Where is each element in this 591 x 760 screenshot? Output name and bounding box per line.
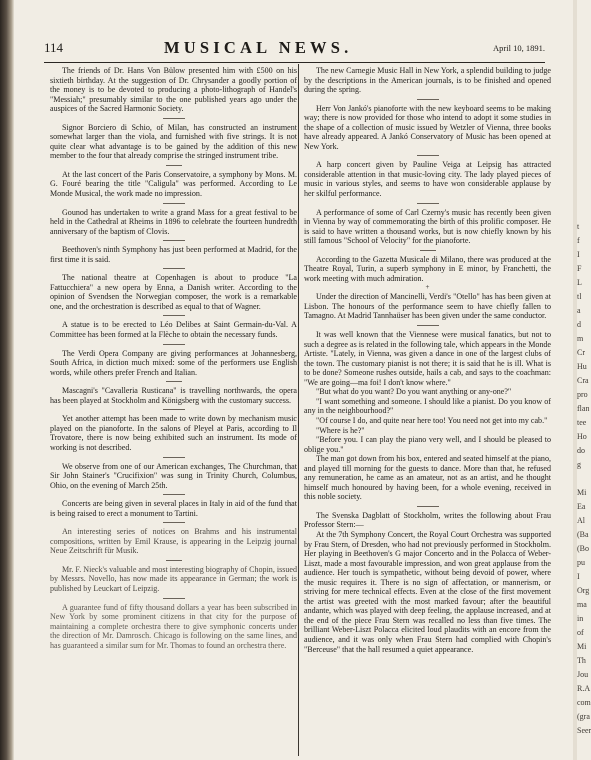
item-separator xyxy=(163,203,185,204)
margin-fragment: Seer xyxy=(577,726,591,735)
margin-fragment: tl xyxy=(577,292,582,301)
item-separator xyxy=(166,560,182,561)
margin-fragment: Jou xyxy=(577,670,589,679)
item-separator xyxy=(417,99,439,100)
dialogue-line: "Where is he?" xyxy=(316,425,365,435)
news-item-harp-concert: A harp concert given by Pauline Veiga at Leipsig has attracted considerable attention in that music-loving city. The lady played pieces of music in various styles, and seems to have won considerable applause by her skilful performance. xyxy=(304,160,551,199)
item-separator xyxy=(420,250,436,251)
margin-fragment: R.A xyxy=(577,684,591,693)
news-item-svenska-dagblatt: The Svenska Dagblatt of Stockholm, writes the following about Frau Professor Stern:— xyxy=(304,510,551,530)
news-item-tartini: Concerts are being given in several places in Italy in aid of the fund that is being raised to erect a monument to Tartini. xyxy=(50,499,297,518)
right-column xyxy=(304,66,551,754)
margin-fragment: ma xyxy=(577,600,587,609)
item-separator xyxy=(163,268,185,269)
margin-fragment: do xyxy=(577,446,585,455)
news-item-guarantee-fund: A guarantee fund of fifty thousand dollars a year has been subscribed in New York by some prominent citizens in that city for the purpose of maintaining a complete orchestra there to give symphonic concerts under the direction of Mr. Damrosch. Chicago is following on the same lines, and has guaranteed a similar sum for Mr. Thomas to found an orchestra there. xyxy=(50,602,297,650)
margin-fragment: Org xyxy=(577,586,590,595)
issue-date: April 10, 1891. xyxy=(493,43,545,53)
item-separator xyxy=(163,409,185,410)
margin-fragment: a xyxy=(577,306,581,315)
item-separator xyxy=(163,494,185,495)
margin-fragment: Ho xyxy=(577,432,587,441)
margin-fragment: F xyxy=(577,264,582,273)
news-item-otello-lisbon: Under the direction of Mancinelli, Verdi's "Otello" has has been given at Lisbon. The honours of the performance seem to have chiefly fallen to Tamagno. At Madrid Tannhaüser has been given under the same conductor. xyxy=(304,292,551,321)
margin-fragment: flan xyxy=(577,404,590,413)
news-item-czerny: A performance of some of Carl Czerny's music has recently been given in Vienna by way of commemorating the birth of this prolific composer. He is said to have written a thousand works, but is now chiefly known by his still famous "School of Velocity" for the pianoforte. xyxy=(304,207,551,246)
column-divider xyxy=(298,64,299,756)
margin-fragment: of xyxy=(577,628,584,637)
news-item-frau-stern-review: At the 7th Symphony Concert, the Royal Court Orchestra was supported by Frau Stern, of Dresden, who had not previously performed in Stockholm. Her playing in Beethoven's G major Concerto and in the Polacca of Weber-Liszt, made a most favourable impression, and won great applause from the audience. Her touch is sympathetic, without being devoid of power, where the music requires it. There is no sign of affectation, or mannerism, or striving for mere technical effects. Even at the close of the first movement the artist was greeted with the most marked favour; after the beautiful andante, which was played with deep feeling, the applause increased, and at the end of the piece Frau Stern was recalled no less than five times. The brilliant Weber-Liszt Polacca elicited loud plaudits with an encore from the audience, and it was only when Frau Stern had complied with Chopin's "Berceuse" that the hall resumed a quiet appearance. xyxy=(304,529,551,654)
item-separator xyxy=(417,203,439,204)
margin-fragment: (gra xyxy=(577,712,590,721)
news-item-cavalleria: Mascagni's "Cavalleria Rusticana" is travelling northwards, the opera has been played at Stockholm and Königsberg with the customary success. xyxy=(50,386,297,405)
news-item-carnegie-hall: The new Carnegie Music Hall in New York, a splendid building to judge by the descriptions in the American journals, is to be finished and opened during the spring. xyxy=(304,66,551,95)
margin-fragment: (Bo xyxy=(577,544,589,553)
margin-fragment: Al xyxy=(577,516,585,525)
margin-fragment: pro xyxy=(577,390,588,399)
margin-fragment: Ea xyxy=(577,502,586,511)
news-item-beethoven-madrid: Beethoven's ninth Symphony has just been performed at Madrid, for the first time it is said. xyxy=(50,245,297,264)
margin-fragment: m xyxy=(577,334,584,343)
item-separator xyxy=(163,315,185,316)
news-item-gounod-mass: Gounod has undertaken to write a grand Mass for a great festival to be held in the Cathedral at Rheims in 1896 to celebrate the fourteen hundredth anniversary of the baptism of Clovis. xyxy=(50,207,297,236)
margin-fragment: Cr xyxy=(577,348,585,357)
header-rule xyxy=(44,62,545,63)
item-separator: + xyxy=(425,283,430,292)
item-separator xyxy=(163,344,185,345)
item-separator xyxy=(163,118,185,119)
margin-fragment: I xyxy=(577,250,580,259)
news-item-copenhagen-opera: The national theatre at Copenhagen is about to produce "La Fattucchiera" a new opera by Enna, a Danish writer. According to the opinion of Svendsen the Norwegian composer, the work is a remarkable one, and the orchestration is described as equal to that of Wagner. xyxy=(50,273,297,311)
margin-fragment: com xyxy=(577,698,591,707)
margin-fragment: d xyxy=(577,320,581,329)
margin-fragment: tee xyxy=(577,418,587,427)
page-header xyxy=(44,38,567,58)
news-item-verdi-company: The Verdi Opera Company are giving performances at Johannesberg, South Africa, in diction much mixed: some of the performers use English words, while others prefer French and Italian. xyxy=(50,348,297,377)
dialogue-line: "I want something and someone. I should like a pianist. Do you know of any in the neighbourhood?" xyxy=(304,396,551,416)
item-separator xyxy=(166,165,182,166)
page-number: 114 xyxy=(44,40,64,55)
news-item-janko-keyboard: Herr Von Jankó's pianoforte with the new keyboard seems to be making way; there is now provided for those who intend to adopt it some studies in the shape of a collection of music issued by Wetzler of Vienna, three books have already appeared. A Jankó Conservatory of Music has been opened at New York. xyxy=(304,103,551,151)
margin-fragment: Cra xyxy=(577,376,589,385)
news-item-pleyel-mechanism: Yet another attempt has been made to write down by mechanism music played on the pianoforte. In the salons of Pleyel at Paris, according to Il Trovatore, there is now being exhibited such an instrument. Its mode of working is not described. xyxy=(50,414,297,452)
margin-fragment: I xyxy=(577,572,580,581)
item-separator xyxy=(166,381,182,382)
left-column xyxy=(50,66,297,754)
item-separator xyxy=(163,240,185,241)
news-item-franchetti: According to the Gazetta Musicale di Milano, there was produced at the Theatre Royal, Turin, a superb symphony in E minor, by Franchetti, the work meeting with much admiration. xyxy=(304,254,551,283)
margin-fragment xyxy=(577,472,591,486)
book-spine-shadow xyxy=(0,0,14,760)
dialogue-line: "But what do you want? Do you want anything or any-one?" xyxy=(316,387,512,397)
dialogue-line: "Of course I do, and quite near here too! You need not get into my cab." xyxy=(316,415,548,425)
news-item-crucifixion: We observe from one of our American exchanges, The Churchman, that Sir John Stainer's "Crucifixion" was sung in Trinity Church, Columbus, Ohio, on the evening of March 25th. xyxy=(50,461,297,490)
item-separator xyxy=(417,325,439,326)
item-separator xyxy=(163,598,185,599)
item-separator xyxy=(417,506,439,507)
news-item-five-string-viola: Signor Borciero di Schio, of Milan, has constructed an instrument somewhat larger than the viola, and furnished with five strings. It is not quite clear what advantage is to be gained by the addition of this new member to the four that already comprise the stringed instrument tribe. xyxy=(50,122,297,161)
margin-fragment: L xyxy=(577,278,582,287)
item-separator xyxy=(163,457,185,458)
news-item-vienna-tale: It was well known that the Viennese were musical fanatics, but not to such a degree as is related in the following tale, which appears in the Monde Artiste. "Lately, in Vienna, was given a dance in one of the largest clubs of the town. The customary pianist is not there; it is said that he is ill. What is to be done? Someone rushes outside, hails a cab, and says to the coachman: "We are going—ma foi! I don't know where." xyxy=(304,330,551,387)
item-separator xyxy=(163,522,185,523)
margin-fragment: Hu xyxy=(577,362,587,371)
news-item-bulow: The friends of Dr. Hans Von Bülow presented him with £500 on his sixtieth birthday. At the suggestion of Dr. Chrysander a goodly portion of the money is to be devoted to producing a photo-lithograph of Handel's "Messiah;" presumably similar to the one published years ago under the auspices of the Sacred Harmonic Society. xyxy=(50,66,297,114)
margin-fragment: pu xyxy=(577,558,585,567)
news-item-delibes-statue: A statue is to be erected to Léo Delibes at Saint Germain-du-Val. A Committee has been formed at la Flèche to obtain the necessary funds. xyxy=(50,320,297,340)
margin-fragment: Th xyxy=(577,656,586,665)
margin-fragment: (Ba xyxy=(577,530,589,539)
margin-fragment: Mi xyxy=(577,488,587,497)
news-item-brahms: An interesting series of notices on Brahms and his instrumental compositions, written by Emil Krause, is appearing in the Leipzig journal Neue Zeitschrift für Musik. xyxy=(50,527,297,556)
news-item-chopin-biography: Mr. F. Nieck's valuable and most interesting biography of Chopin, issued by Messrs. Novello, has now made its appearance in German; the work is published by Leuckart of Leipzig. xyxy=(50,564,297,593)
news-item-vienna-tale-ending: The man got down from his box, entered and seated himself at the piano, and played till morning for the guests to dance. More than that, he refused any remuneration, he came as an amateur, not as an artist, and he thought himself much honoured by having been, for a whole evening, received in this noble society. xyxy=(304,454,551,502)
margin-fragment: t xyxy=(577,222,580,231)
margin-fragment: f xyxy=(577,236,580,245)
margin-fragment: in xyxy=(577,614,584,623)
news-item-caligula: At the last concert of the Paris Conservatoire, a symphony by Mons. M. G. Fouré bearing the title "Caligula" was performed. According to Le Monde Musical, the work made no impression. xyxy=(50,169,297,199)
journal-title: MUSICAL NEWS. xyxy=(164,38,353,57)
dialogue-line: "Before you. I can play the piano very well, and I should be pleased to oblige you." xyxy=(304,435,551,454)
margin-fragment: g xyxy=(577,460,581,469)
adjacent-page-margin-text xyxy=(577,220,591,735)
item-separator xyxy=(417,155,439,156)
margin-fragment: Mi xyxy=(577,642,587,651)
